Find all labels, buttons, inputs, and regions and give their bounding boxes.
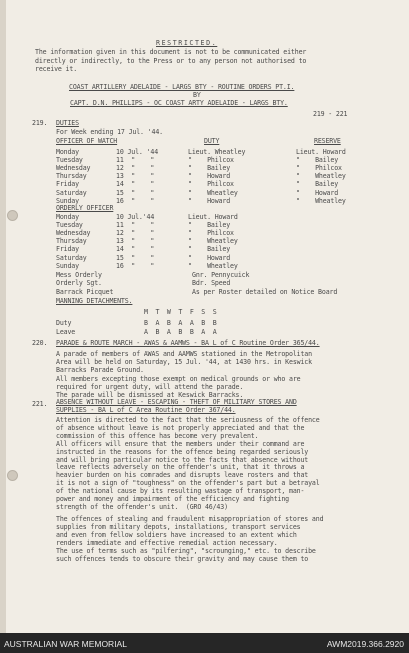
punch-hole — [7, 210, 18, 221]
orders-title: COAST ARTILLERY ADELAIDE - LARGS BTY - ROUTINE ORDERS PT.I. — [69, 83, 295, 91]
column-orderly-officer: ORDERLY OFFICER — [56, 204, 114, 212]
orders-title-by: BY — [193, 91, 201, 99]
watch-row-date: 12 " " — [116, 164, 155, 173]
misc-duty-name: As per Roster detailed on Notice Board — [192, 287, 338, 296]
item-number-221: 221. — [32, 400, 48, 408]
watch-row-date: 13 " " — [116, 172, 155, 181]
stealing-paragraph-line: The offences of stealing and fraudulent misappropriation of stores and — [56, 515, 324, 523]
classification-marking: RESTRICTED. — [156, 39, 218, 47]
stealing-paragraph-line: and even from fellow soldiers have increased to an extent which — [56, 530, 297, 539]
orderly-row-day: Friday — [56, 245, 79, 254]
watch-row-reserve: " Wheatley — [296, 196, 346, 205]
parade-text-line: required for urgent duty, will attend the parade. — [56, 382, 244, 391]
item-number-220: 220. — [32, 339, 48, 347]
restriction-notice-line: receive it. — [35, 65, 78, 73]
absence-paragraph-line: instructed in the reasons for the offence being regarded seriously — [56, 447, 309, 456]
parade-text-line: A parade of members of AWAS and AAMWS stationed in the Metropolitan — [56, 350, 312, 358]
orderly-row-date: 15 " " — [116, 253, 155, 262]
watch-row-date: 10 Jul. '44 — [116, 148, 159, 156]
misc-duty-role: Mess Orderly — [56, 271, 102, 279]
restriction-notice-line: The information given in this document is not to be communicated either — [35, 48, 307, 56]
watch-row-date: 14 " " — [116, 180, 155, 189]
manning-row-codes: A B A B B A A — [144, 327, 217, 336]
misc-duty-name: Gnr. Pennycuick — [192, 271, 250, 279]
orderly-row-officer: " Wheatley — [188, 261, 238, 270]
footer-bar — [0, 633, 409, 653]
parade-text-line: Barracks Parade Ground. — [56, 366, 144, 375]
watch-row-duty: " Howard — [188, 172, 231, 181]
misc-duty-role: Barrack Picquet — [56, 287, 114, 296]
column-reserve: RESERVE — [314, 137, 341, 145]
watch-row-date: 11 " " — [116, 156, 155, 165]
watch-row-reserve: Lieut. Howard — [296, 148, 346, 156]
absence-paragraph-line: of the national cause by its resulting wastage of transport, man- — [56, 487, 305, 496]
watch-row-reserve: " Bailey — [296, 180, 339, 189]
watch-row-day: Friday — [56, 180, 79, 189]
week-ending-line: For Week ending 17 Jul. '44. — [56, 128, 163, 136]
parade-text-line: Area will be held on Saturday, 15 Jul. '44, at 1430 hrs. in Keswick — [56, 358, 312, 367]
manning-row-codes: B A B A A B B — [144, 319, 217, 327]
absence-paragraph-line: Attention is directed to the fact that the seriousness of the offence — [56, 416, 320, 424]
column-duty: DUTY — [204, 137, 220, 145]
absence-paragraph-line: of absence without leave is not properly appreciated and that the — [56, 423, 305, 432]
absence-paragraph-line: All officers will ensure that the members under their command are — [56, 439, 305, 448]
orderly-row-day: Tuesday — [56, 221, 83, 230]
item-heading-duties: DUTIES — [56, 119, 79, 127]
orderly-row-date: 14 " " — [116, 245, 155, 254]
item-heading-absence-cont: SUPPLIES - BA L of C Area Routine Order 367/44. — [56, 406, 236, 414]
stealing-paragraph-line: renders immediate and effective remedial action necessary. — [56, 538, 278, 547]
orderly-row-officer: " Bailey — [188, 245, 231, 254]
absence-paragraph-line: leave reflects adversely on the offender's unit, that it throws a — [56, 463, 305, 472]
orderly-row-day: Saturday — [56, 253, 87, 262]
orderly-row-date: 16 " " — [116, 261, 155, 270]
orderly-row-officer: Lieut. Howard — [188, 213, 238, 221]
absence-paragraph-line: it is not a sign of "toughness" on the offender's part but a betrayal — [56, 479, 320, 488]
watch-row-duty: " Howard — [188, 196, 231, 205]
footer-accession-number: AWM2019.366.2920 — [326, 639, 404, 649]
watch-row-reserve: " Howard — [296, 188, 339, 197]
watch-row-reserve: " Wheatley — [296, 172, 346, 181]
restriction-notice-line: directly or indirectly, to the Press or to any person not authorised to — [35, 56, 307, 65]
absence-paragraph-line: and will bring particular notice to the facts that absence without — [56, 455, 309, 464]
watch-row-day: Sunday — [56, 196, 79, 205]
watch-row-duty: " Philcox — [188, 180, 234, 189]
watch-row-day: Saturday — [56, 188, 87, 197]
orderly-row-date: 10 Jul.'44 — [116, 213, 155, 221]
parade-text-line: The parade will be dismissed at Keswick Barracks. — [56, 391, 244, 399]
misc-duty-name: Bdr. Speed — [192, 279, 231, 288]
orders-issuer: CAPT. D.N. PHILLIPS - OC COAST ARTY ADELAIDE - LARGS BTY. — [70, 99, 288, 107]
misc-duty-role: Orderly Sgt. — [56, 279, 102, 288]
orderly-row-officer: " Philcox — [188, 229, 234, 238]
orderly-row-date: 12 " " — [116, 229, 155, 238]
terms-paragraph-line: such offences tends to obscure their gravity and may cause them to — [56, 554, 309, 563]
absence-paragraph-line: heavier burden on his comrades and disrupts leave rosters and that — [56, 471, 309, 480]
manning-row-label: Leave — [56, 327, 76, 336]
orderly-row-day: Wednesday — [56, 229, 91, 238]
orderly-row-day: Thursday — [56, 237, 87, 246]
absence-paragraph-line: commission of this offence has become very prevalent. — [56, 431, 259, 440]
watch-row-duty: " Philcox — [188, 156, 234, 165]
manning-weekdays: M T W T F S S — [144, 308, 217, 316]
watch-row-day: Thursday — [56, 172, 87, 181]
terms-paragraph-line: The use of terms such as "pilfering", "scrounging," etc. to describe — [56, 547, 316, 555]
manning-row-label: Duty — [56, 319, 72, 327]
orderly-row-date: 13 " " — [116, 237, 155, 246]
orderly-row-officer: " Bailey — [188, 221, 231, 230]
watch-row-duty: " Wheatley — [188, 188, 238, 197]
footer-credit: AUSTRALIAN WAR MEMORIAL — [4, 639, 127, 649]
item-heading-parade: PARADE & ROUTE MARCH - AWAS & AAMWS - BA L of C Routine Order 365/44. — [56, 339, 320, 347]
watch-row-duty: Lieut. Wheatley — [188, 148, 246, 156]
absence-paragraph-line: strength of the offender's unit. (GRO 46/43) — [56, 502, 228, 511]
watch-row-reserve: " Philcox — [296, 164, 342, 173]
watch-row-date: 16 " " — [116, 196, 155, 205]
item-number-219: 219. — [32, 119, 48, 127]
orderly-row-officer: " Wheatley — [188, 237, 238, 246]
watch-row-day: Wednesday — [56, 164, 91, 173]
watch-row-day: Tuesday — [56, 156, 83, 165]
watch-row-reserve: " Bailey — [296, 156, 339, 165]
watch-row-duty: " Bailey — [188, 164, 231, 173]
orderly-row-day: Sunday — [56, 261, 79, 270]
column-officer-of-watch: OFFICER OF WATCH — [56, 137, 118, 145]
orderly-row-date: 11 " " — [116, 221, 155, 230]
parade-text-line: All members excepting those exempt on medical grounds or who are — [56, 374, 301, 383]
punch-hole — [7, 470, 18, 481]
orderly-row-day: Monday — [56, 213, 79, 221]
orderly-row-officer: " Howard — [188, 253, 231, 262]
watch-row-date: 15 " " — [116, 188, 155, 197]
stealing-paragraph-line: supplies from military depots, installations, transport services — [56, 522, 301, 531]
manning-detachments-heading: MANNING DETACHMENTS. — [56, 297, 133, 305]
order-range: 219 - 221 — [313, 110, 348, 118]
item-heading-absence: ABSENCE WITHOUT LEAVE - ESCAPING - THEFT OF MILITARY STORES AND — [56, 398, 297, 406]
absence-paragraph-line: power and money and impairment of the efficiency and fighting — [56, 495, 290, 503]
watch-row-day: Monday — [56, 148, 79, 156]
